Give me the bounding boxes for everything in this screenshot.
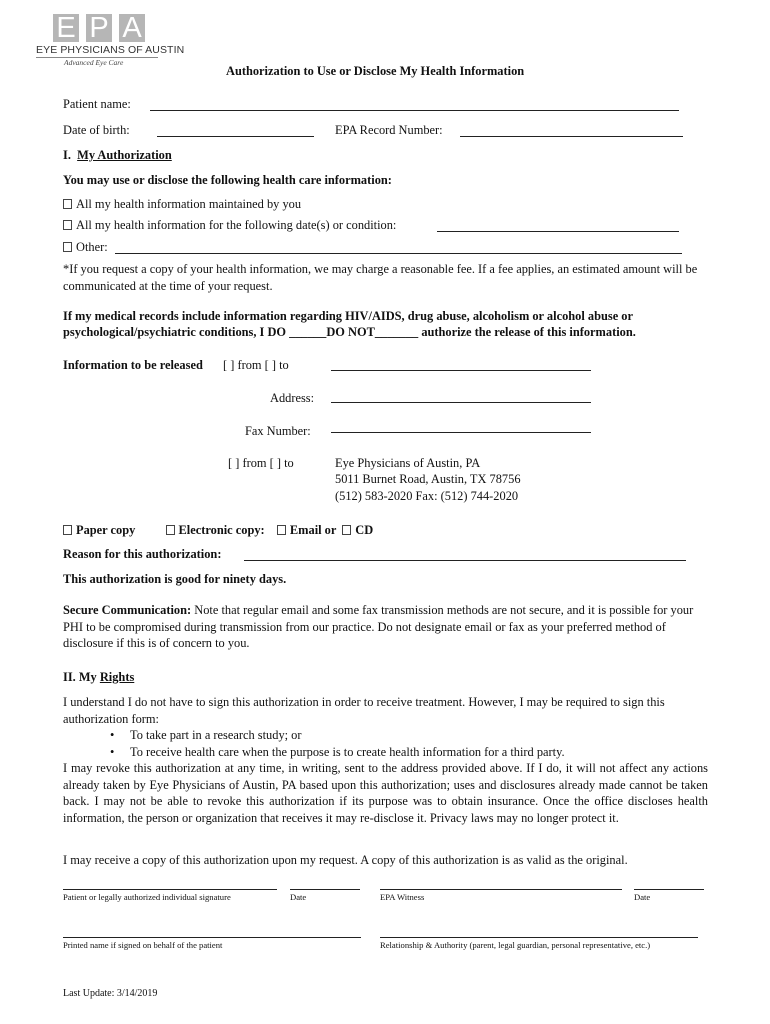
date-line-2[interactable] <box>634 889 704 890</box>
sensitive-info-line2: psychological/psychiatric conditions, I DO ______DO NOT_______ authorize the release of this information. <box>63 325 636 339</box>
record-number-field[interactable] <box>460 136 683 137</box>
relationship-line[interactable] <box>380 937 698 938</box>
reason-label: Reason for this authorization: <box>63 547 222 561</box>
checkbox[interactable] <box>63 220 72 230</box>
copy-text: I may receive a copy of this authorization upon my request. A copy of this authorization is as valid as the original. <box>63 853 628 867</box>
practice-address: 5011 Burnet Road, Austin, TX 78756 <box>335 472 521 486</box>
dob-field[interactable] <box>157 136 314 137</box>
list-item: • To take part in a research study; or <box>110 727 710 744</box>
checkbox[interactable] <box>63 199 72 209</box>
revoke-text: I may revoke this authorization at any time, in writing, sent to the address provided above. If I do, it will not affect any actions already taken by Eye Physicians of Austin, PA based upon this authorization; uses and disclosures already made cannot be taken back. I may not be able to revoke this authorization if its purpose was to obtain insurance. Once the office discloses health information, the person or organization that receives it may re-disclose it. Privacy laws may no longer protect it. <box>63 761 708 825</box>
relationship-label: Relationship & Authority (parent, legal guardian, personal representative, etc.) <box>380 940 651 950</box>
valid-period: This authorization is good for ninety days. <box>63 572 287 586</box>
date-label-2: Date <box>634 892 651 902</box>
from-to-1: [ ] from [ ] to <box>223 358 289 372</box>
sensitive-info-line1: If my medical records include information regarding HIV/AIDS, drug abuse, alcoholism or alcohol abuse or <box>63 309 633 323</box>
section-1-number: I. <box>63 148 71 162</box>
patient-signature-label: Patient or legally authorized individual signature <box>63 892 231 902</box>
option-all-info-label: All my health information maintained by you <box>76 197 302 211</box>
option-dates-label: All my health information for the following date(s) or condition: <box>76 218 397 232</box>
practice-phone: (512) 583-2020 Fax: (512) 744-2020 <box>335 489 519 503</box>
printed-name-label: Printed name if signed on behalf of the patient <box>63 940 223 950</box>
fee-note: *If you request a copy of your health information, we may charge a reasonable fee. If a fee applies, an estimated amount will be communicated at the time of your request. <box>63 262 698 293</box>
logo-letter-e: E <box>53 14 79 42</box>
email-label: Email or <box>289 523 337 537</box>
format-options <box>63 523 373 538</box>
logo-letter-p: P <box>86 14 112 42</box>
date-label-1: Date <box>290 892 307 902</box>
logo-letter-a: A <box>119 14 145 42</box>
electronic-copy-label: Electronic copy: <box>178 523 265 537</box>
other-field[interactable] <box>115 253 682 254</box>
section-2-title: Rights <box>99 670 135 684</box>
option-other[interactable] <box>63 240 108 255</box>
section-1-intro: You may use or disclose the following health care information: <box>63 173 392 187</box>
paper-copy-label: Paper copy <box>76 523 136 537</box>
electronic-copy-option[interactable] <box>166 523 265 537</box>
option-other-label: Other: <box>76 240 108 254</box>
logo-tagline: Advanced Eye Care <box>64 58 124 67</box>
patient-signature-line[interactable] <box>63 889 277 890</box>
dob-label: Date of birth: <box>63 123 130 137</box>
section-1-title: My Authorization <box>77 148 172 162</box>
cd-label: CD <box>355 523 374 537</box>
printed-name-line[interactable] <box>63 937 361 938</box>
checkbox[interactable] <box>63 242 72 252</box>
paper-copy-option[interactable] <box>63 523 135 537</box>
witness-signature-line[interactable] <box>380 889 622 890</box>
record-number-label: EPA Record Number: <box>335 123 443 137</box>
checkbox[interactable] <box>277 525 286 535</box>
secure-label: Secure Communication: <box>63 603 192 617</box>
checkbox[interactable] <box>63 525 72 535</box>
fax-label: Fax Number: <box>245 424 311 438</box>
section-1-heading <box>63 148 172 163</box>
witness-label: EPA Witness <box>380 892 425 902</box>
rights-intro: I understand I do not have to sign this authorization in order to receive treatment. However, I may be required to sign this authorization form: <box>63 695 665 726</box>
patient-name-field[interactable] <box>150 110 679 111</box>
email-option[interactable] <box>277 523 336 537</box>
reason-field[interactable] <box>244 560 686 561</box>
secure-communication <box>63 602 705 652</box>
from-to-2: [ ] from [ ] to <box>228 456 294 470</box>
address-label: Address: <box>270 391 315 405</box>
practice-name: Eye Physicians of Austin, PA <box>335 456 481 470</box>
option-all-info[interactable] <box>63 197 301 212</box>
info-released-label: Information to be released <box>63 358 203 372</box>
fax-field[interactable] <box>331 432 591 433</box>
last-update: Last Update: 3/14/2019 <box>63 988 158 999</box>
cd-option[interactable] <box>339 523 373 537</box>
list-item: • To receive health care when the purpose is to create health information for a third party. <box>110 744 710 761</box>
secure-text: Note that regular email and some fax transmission methods are not secure, and it is possible for your PHI to be compromised during transmission from our practice. Do not designate email or fax as your preferred method of disclosure if this is of concern to you. <box>63 603 694 650</box>
page-title: Authorization to Use or Disclose My Health Information <box>226 64 525 78</box>
section-2-number: II. My <box>63 670 97 684</box>
checkbox[interactable] <box>342 525 351 535</box>
logo-name: EYE PHYSICIANS OF AUSTIN <box>36 44 185 56</box>
dates-field[interactable] <box>437 231 679 232</box>
logo <box>36 12 185 70</box>
option-dates[interactable] <box>63 218 396 233</box>
patient-name-label: Patient name: <box>63 97 131 111</box>
address-field[interactable] <box>331 402 591 403</box>
date-line-1[interactable] <box>290 889 360 890</box>
recipient-field[interactable] <box>331 370 591 371</box>
section-2-heading <box>63 670 134 685</box>
checkbox[interactable] <box>166 525 175 535</box>
rights-bullets <box>110 727 710 760</box>
